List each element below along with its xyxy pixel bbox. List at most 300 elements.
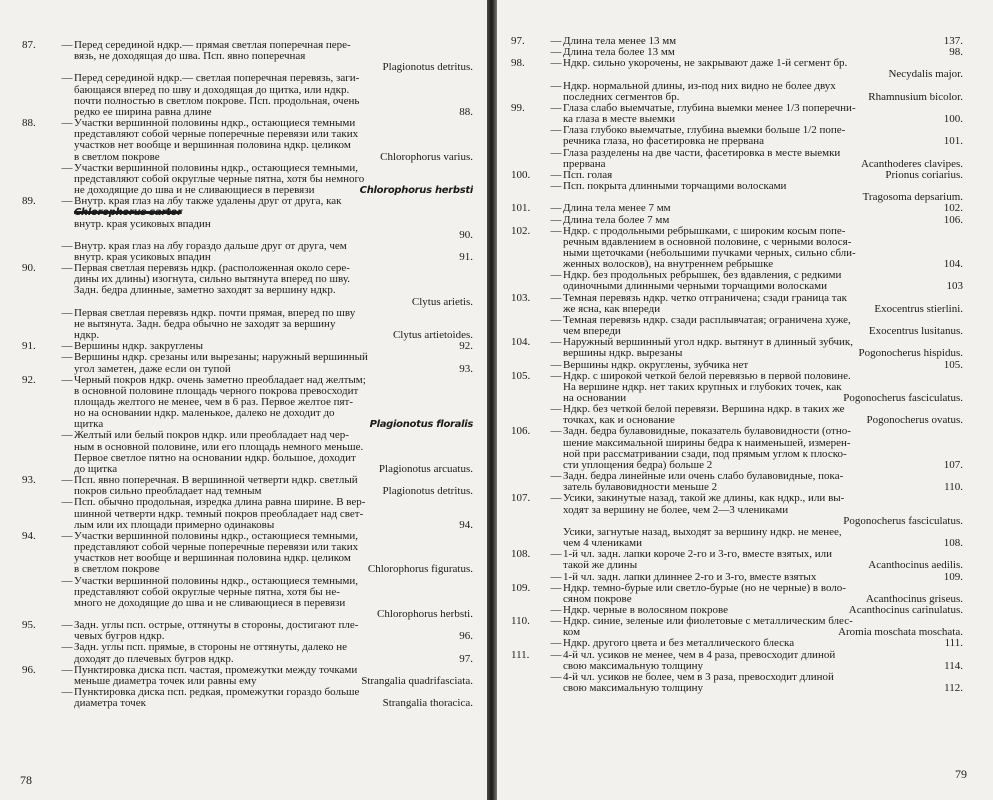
entry-final-line: [563, 170, 963, 181]
entry-text: [563, 471, 963, 493]
entry-number: [22, 430, 60, 475]
entry-final-line: [563, 360, 963, 371]
entry-line: площадь желтого не менее, чем в 6 раз. Первое желтое пят-: [74, 397, 354, 408]
entry-text: [563, 215, 963, 226]
entry-final-line: [74, 252, 473, 263]
couplet-reference: 102.: [943, 203, 963, 215]
taxon-name: Acanthocinus carinulatus.: [848, 604, 963, 616]
couplet-reference: 101.: [943, 136, 963, 148]
entry-line: меньше диаметра точек или равны ему: [74, 675, 257, 687]
entry-dash: —: [550, 492, 562, 505]
entry-number: 102.: [511, 224, 531, 237]
key-entry: [511, 125, 963, 147]
key-entry: [22, 375, 473, 431]
entry-dash: —: [550, 369, 562, 382]
entry-number: [511, 527, 549, 549]
entry-line: 4-й чл. усиков не менее, чем в 4 раза, превосходит длиной: [563, 649, 836, 661]
key-entry: [22, 620, 473, 642]
entry-number: [511, 638, 549, 649]
entry-number: 101.: [511, 202, 531, 215]
entry-line: Участки вершинной половины ндкр., остающиеся темными,: [74, 575, 358, 587]
entry-line: Глаза глубоко выемчатые, глубина выемки больше 1/2 попе-: [563, 125, 846, 137]
entry-line: Перед серединой ндкр.— прямая светлая поперечная пере-: [74, 40, 351, 51]
entry-line: 4-й чл. усиков не более, чем в 3 раза, превосходит длиной: [563, 671, 834, 683]
entry-line: чем 4 члениками: [563, 538, 642, 550]
entry-line: шение максимальной ширины бедра к наименьшей, измерен-: [563, 437, 851, 449]
entry-text: [74, 375, 473, 431]
entry-final-line: [563, 159, 963, 170]
entry-dash: —: [61, 39, 73, 51]
entry-dash: —: [61, 306, 73, 319]
entry-dash: —: [61, 619, 73, 632]
entry-text: [563, 404, 963, 426]
entry-line: но на основании ндкр. маленькое, далеко не доходит до: [74, 408, 335, 420]
entry-final-line: [563, 36, 963, 47]
entry-dash: —: [61, 474, 73, 487]
entry-number: [511, 315, 549, 337]
key-entry: [22, 241, 473, 263]
entry-dash: —: [61, 195, 73, 208]
key-entry: [22, 642, 473, 664]
entry-line: Первая светлая перевязь ндкр. (расположенная около сере-: [74, 263, 350, 275]
couplet-reference: 103: [946, 281, 963, 293]
taxon-name: Tragosoma depsarium.: [862, 192, 963, 204]
entry-text: [563, 36, 963, 47]
entry-number: [511, 672, 549, 694]
entry-text: [563, 58, 963, 80]
couplet-reference: 137.: [943, 36, 963, 47]
key-entry: [511, 36, 963, 47]
entry-final-line: [563, 281, 963, 292]
entry-text: [74, 430, 473, 475]
taxon-name: Exocentrus lusitanus.: [868, 326, 963, 338]
entry-line: ной при рассматривании сзади, под прямым углом к плоско-: [563, 448, 847, 460]
entry-dash: —: [550, 269, 562, 282]
entry-final-line: [563, 136, 963, 147]
entry-text: [74, 308, 473, 341]
entry-text: [74, 118, 473, 163]
entry-dash: —: [550, 648, 562, 661]
entry-final-line: [74, 609, 473, 620]
entry-text: [74, 665, 473, 687]
entry-line: Желтый или белый покров ндкр. или преобладает над чер-: [74, 430, 349, 442]
entry-line: до щитка: [74, 463, 118, 475]
taxon-name: Pogonocherus fasciculatus.: [843, 515, 963, 527]
entry-final-line: [563, 92, 963, 103]
entry-line: Глаза слабо выемчатые, глубина выемки менее 1/3 поперечни-: [563, 102, 856, 114]
entry-line: Участки вершинной половины ндкр., остающиеся темными: [74, 118, 356, 130]
entry-line: на основании: [563, 393, 627, 404]
taxon-name: Plagionotus detritus.: [382, 62, 473, 74]
entry-text: [563, 315, 963, 337]
key-entry: [511, 572, 963, 583]
key-entry: [511, 360, 963, 371]
entry-line: [74, 230, 455, 241]
taxon-name: Chlorophorus herbsti: [359, 185, 473, 197]
entry-line: представляют собой черные поперечные перевязи или таких: [74, 542, 359, 554]
entry-dash: —: [550, 79, 562, 92]
entry-line: Черный покров ндкр. очень заметно преобладает над желтым;: [74, 374, 366, 386]
entry-line: ходят за вершину не более, чем 2—3 члениками: [563, 504, 789, 516]
key-entry: [511, 270, 963, 292]
key-entry: [22, 196, 473, 241]
taxon-name: Acanthocinus aedilis.: [868, 560, 963, 572]
entry-number: 105.: [511, 369, 531, 382]
entry-final-line: [74, 486, 473, 497]
entry-number: 90.: [22, 262, 36, 275]
key-entry: [22, 475, 473, 497]
entry-line: [563, 192, 859, 203]
entry-text: [74, 341, 473, 352]
entry-number: [22, 576, 60, 621]
key-entry: [511, 81, 963, 103]
entry-number: [22, 73, 60, 118]
entry-text: [563, 583, 963, 605]
entry-final-line: [74, 62, 473, 73]
entry-final-line: [563, 215, 963, 226]
entry-line: Задн. углы псп. прямые, в стороны не оттянуты, далеко не: [74, 642, 348, 654]
key-entry: [511, 203, 963, 214]
entry-number: 99.: [511, 101, 525, 114]
entry-text: [563, 638, 963, 649]
couplet-reference: 97.: [459, 653, 473, 665]
entry-final-line: [74, 676, 473, 687]
entry-line: Перед серединой ндкр.— светлая поперечная перевязь, заги-: [74, 73, 360, 85]
entry-text: [563, 650, 963, 672]
entry-line: же ясна, как впереди: [563, 303, 661, 315]
entry-final-line: [74, 185, 473, 196]
key-entry: [22, 430, 473, 475]
entry-text: [563, 203, 963, 214]
entry-line: [563, 516, 839, 527]
taxon-name: Acanthocinus griseus.: [865, 593, 963, 605]
entry-dash: —: [61, 529, 73, 542]
entry-line: ными щеточками (небольшими пучками черных, сильно сбли-: [563, 247, 856, 259]
entry-text: [563, 337, 963, 359]
entry-line: участков нет вообще и вершинная половина ндкр. целиком: [74, 140, 351, 152]
taxon-name: Aromia moschata moschata.: [838, 627, 963, 639]
entry-dash: —: [61, 239, 73, 252]
entry-line: речным вдавлением в основной половине, с черными волося-: [563, 236, 852, 248]
entry-text: [74, 73, 473, 118]
entry-dash: —: [61, 262, 73, 275]
entry-dash: —: [550, 224, 562, 237]
entry-dash: —: [550, 35, 562, 47]
page-number-left: 78: [20, 773, 32, 787]
entry-text: [74, 263, 473, 308]
entry-number: [511, 215, 549, 226]
entry-number: [22, 163, 60, 196]
entry-text: [563, 148, 963, 170]
taxon-name: Pogonocherus fasciculatus.: [843, 393, 963, 404]
entry-line: речника глаза, но фасетировка не прервана: [563, 136, 765, 148]
entry-final-line: [563, 627, 963, 638]
entry-line: доходят до плечевых бугров ндкр.: [74, 653, 234, 665]
entry-number: [511, 404, 549, 426]
entry-line: Задн. бедра булавовидные, показатель булавовидности (отно-: [563, 426, 851, 438]
couplet-reference: 109.: [943, 571, 963, 583]
entry-dash: —: [550, 124, 562, 137]
entry-line: свою максимальную толщину: [563, 683, 704, 695]
entry-line: Темная перевязь ндкр. четко отграничена; сзади граница так: [563, 292, 847, 304]
entry-line: в светлом покрове: [74, 151, 160, 163]
couplet-reference: 93.: [459, 363, 473, 375]
entry-final-line: [74, 419, 473, 430]
entry-number: 97.: [511, 35, 525, 47]
left-page: [0, 0, 487, 800]
entry-text: [563, 527, 963, 549]
entry-line: Псп. покрыта длинными торчащими волосками: [563, 181, 787, 193]
entry-line: Ндкр. сильно укорочены, не закрывают даже 1-й сегмент бр.: [563, 58, 848, 70]
entry-final-line: [74, 230, 473, 241]
entry-text: [563, 672, 963, 694]
taxon-name: Plagionotus floralis: [369, 419, 473, 431]
entry-line: не вытянута. Задн. бедра обычно не заходят за вершину: [74, 318, 336, 330]
entry-dash: —: [550, 213, 562, 226]
entry-text: [74, 620, 473, 642]
entry-dash: —: [550, 425, 562, 438]
entry-line: дины их длины) изогнута, сильно вытянута вперед по шву.: [74, 274, 350, 286]
entry-text: [74, 475, 473, 497]
entry-number: [511, 81, 549, 103]
entry-number: [511, 181, 549, 203]
entry-line: ком: [563, 627, 581, 639]
key-entry: [22, 531, 473, 576]
couplet-reference: 88.: [459, 106, 473, 118]
entry-line: [74, 62, 379, 73]
book-gutter: [487, 0, 497, 800]
entry-final-line: [563, 605, 963, 616]
entry-line: прервана: [563, 158, 606, 170]
key-entry: [511, 103, 963, 125]
entry-line: Вершины ндкр. срезаны или вырезаны; наружный вершинный: [74, 352, 368, 364]
entry-text: [74, 196, 473, 241]
entry-number: 111.: [511, 648, 530, 661]
entry-line: представляют собой округлые черные пятна, хотя бы не-: [74, 586, 340, 598]
entry-dash: —: [550, 168, 562, 181]
entry-dash: —: [61, 351, 73, 364]
entry-line: [74, 609, 373, 620]
entry-line: Внутр. края глаз на лбу также удалены друг от друга, как: [74, 196, 342, 208]
entry-text: [74, 642, 473, 664]
key-entry: [511, 404, 963, 426]
entry-line: Темная перевязь ндкр. сзади расплывчатая; ограничена хуже,: [563, 314, 851, 326]
entry-text: [563, 103, 963, 125]
entry-dash: —: [550, 603, 562, 616]
entry-line: Ндкр. синие, зеленые или фиолетовые с металлическим блес-: [563, 616, 853, 628]
entry-number: 88.: [22, 117, 36, 130]
entry-line: Участки вершинной половины ндкр., остающиеся темными,: [74, 162, 358, 174]
entry-final-line: [563, 572, 963, 583]
entry-dash: —: [61, 574, 73, 587]
entry-line: Вершины ндкр. закруглены: [74, 341, 203, 353]
entry-text: [563, 360, 963, 371]
entry-final-line: [74, 520, 473, 531]
entry-number: [22, 687, 60, 709]
entry-line: представляют собой округлые черные пятна, хотя бы немного: [74, 173, 365, 185]
entry-final-line: [74, 564, 473, 575]
entry-dash: —: [61, 641, 73, 654]
entry-line: чевых бугров ндкр.: [74, 631, 165, 643]
key-entry: [511, 616, 963, 638]
entry-text: [563, 293, 963, 315]
entry-dash: —: [550, 470, 562, 483]
entry-line: Усики, загнутые назад, выходят за вершину ндкр. не менее,: [563, 526, 842, 538]
key-entries-right: [511, 36, 963, 694]
couplet-reference: 114.: [944, 660, 963, 672]
entry-line: ным в основной половине, или его площадь немного меньше.: [74, 441, 364, 453]
entry-number: 95.: [22, 619, 36, 632]
entry-line: внутр. края усиковых впадин: [74, 251, 211, 263]
entry-number: 100.: [511, 168, 531, 181]
entry-line: шинной четверти ндкр. темный покров преобладает над свет-: [74, 508, 364, 520]
entry-number: 93.: [22, 474, 36, 487]
taxon-name: Plagionotus arcuatus.: [378, 463, 473, 475]
entry-final-line: [74, 297, 473, 308]
entry-number: [22, 308, 60, 341]
couplet-reference: 111.: [944, 638, 963, 650]
entry-dash: —: [61, 686, 73, 699]
entry-line: в основной половине площадь черного покрова превосходит: [74, 385, 359, 397]
entry-dash: —: [550, 581, 562, 594]
entry-line: не доходящие до шва и не сливающиеся в перевязи: [74, 185, 315, 197]
entry-line: [563, 69, 884, 80]
entry-text: [563, 181, 963, 203]
entry-line: Ндкр. другого цвета и без металлического блеска: [563, 638, 795, 650]
entry-line: Задн. бедра линейные или очень слабо булавовидные, пока-: [563, 471, 844, 483]
entry-line: одиночными длинными черными торчащими волосками: [563, 281, 827, 293]
entry-line: в светлом покрове: [74, 564, 160, 576]
entry-dash: —: [550, 313, 562, 326]
entry-text: [74, 497, 473, 530]
entry-line: Пунктировка диска псп. частая, промежутки между точками: [74, 664, 358, 676]
entry-line: Ндкр. нормальной длины, из-под них видно не более двух: [563, 80, 836, 92]
taxon-name: Necydalis major.: [888, 69, 963, 81]
entry-final-line: [563, 661, 963, 672]
entry-number: 87.: [22, 39, 36, 51]
entry-dash: —: [550, 180, 562, 193]
key-entry: [511, 549, 963, 571]
entry-line: точках, как и основание: [563, 415, 675, 427]
couplet-reference: 110.: [944, 482, 963, 494]
couplet-reference: 112.: [944, 683, 963, 695]
entry-final-line: [563, 393, 963, 404]
entry-line: Усики, закинутые назад, такой же длины, как ндкр., или вы-: [563, 493, 845, 505]
entry-final-line: [563, 516, 963, 527]
entry-line: угол заметен, даже если он тупой: [74, 363, 231, 375]
entry-line: Глаза разделены на две части, фасетировка в месте выемки: [563, 147, 841, 159]
entry-final-line: [563, 460, 963, 471]
entry-line: покров сильно преобладает над темным: [74, 486, 262, 498]
entry-text: [563, 371, 963, 404]
entry-line: Ндкр. без продольных ребрышек, без вдавления, с редкими: [563, 270, 842, 282]
taxon-name: Pogonocherus hispidus.: [858, 348, 963, 360]
key-entry: [511, 337, 963, 359]
taxon-name: Exocentrus stierlini.: [874, 303, 963, 315]
entry-final-line: [563, 415, 963, 426]
entry-final-line: [563, 47, 963, 58]
entry-dash: —: [550, 291, 562, 304]
entry-dash: —: [550, 57, 562, 70]
entry-dash: —: [550, 548, 562, 561]
key-entry: [511, 650, 963, 672]
entry-dash: [549, 527, 563, 549]
entry-final-line: [563, 304, 963, 315]
entry-final-line: [74, 364, 473, 375]
entry-text: [563, 170, 963, 181]
entry-final-line: [74, 152, 473, 163]
taxon-name: Rhamnusium bicolor.: [868, 91, 963, 103]
entry-number: 94.: [22, 529, 36, 542]
taxon-name: Strangalia quadrifasciata.: [361, 675, 473, 687]
entry-number: 108.: [511, 548, 531, 561]
key-entry: [511, 293, 963, 315]
handwritten-struck-line: Chlorophorus sartor: [74, 207, 182, 219]
couplet-reference: 108.: [943, 538, 963, 550]
taxon-name: Plagionotus detritus.: [382, 486, 473, 498]
entry-text: [563, 572, 963, 583]
entry-final-line: [563, 538, 963, 549]
entry-line: Псп. голая: [563, 169, 613, 181]
entry-line: вязь, не доходящая до шва. Псп. явно поперечная: [74, 51, 306, 63]
taxon-name: Chlorophorus herbsti.: [377, 608, 473, 620]
entry-text: [74, 531, 473, 576]
entry-line: такой же длины: [563, 560, 638, 572]
entry-number: 98.: [511, 57, 525, 70]
entry-line: представляют собой черные поперечные перевязи или таких: [74, 129, 359, 141]
entry-text: [74, 352, 473, 374]
couplet-reference: 98.: [949, 47, 963, 59]
key-entry: [22, 118, 473, 163]
entry-text: [563, 605, 963, 616]
entry-text: [74, 40, 473, 73]
entry-text: [74, 687, 473, 709]
entry-final-line: [74, 330, 473, 341]
key-entry: [511, 527, 963, 549]
entry-dash: —: [550, 336, 562, 349]
entry-final-line: [74, 654, 473, 665]
entry-text: [563, 616, 963, 638]
couplet-reference: 106.: [943, 214, 963, 226]
entry-number: [511, 148, 549, 170]
couplet-reference: 105.: [943, 359, 963, 371]
key-entry: [511, 181, 963, 203]
right-page: [497, 0, 993, 800]
entry-number: 110.: [511, 615, 530, 628]
entry-text: [563, 493, 963, 526]
entry-line: внутр. края усиковых впадин: [74, 218, 211, 230]
entry-dash: —: [61, 373, 73, 386]
entry-number: 96.: [22, 663, 36, 676]
taxon-name: Strangalia thoracica.: [382, 698, 473, 710]
entry-final-line: [563, 203, 963, 214]
entry-line: Длина тела более 13 мм: [563, 47, 675, 59]
entry-number: [511, 360, 549, 371]
entry-final-line: [563, 192, 963, 203]
entry-line: свою максимальную толщину: [563, 660, 704, 672]
entry-dash: —: [550, 101, 562, 114]
entry-dash: —: [550, 615, 562, 628]
entry-text: [563, 47, 963, 58]
entry-text: [563, 125, 963, 147]
entry-text: [74, 163, 473, 196]
key-entry: [511, 605, 963, 616]
taxon-name: Chlorophorus varius.: [380, 151, 473, 163]
entry-line: ндкр.: [74, 330, 100, 342]
entry-final-line: [563, 348, 963, 359]
entry-final-line: [563, 326, 963, 337]
key-entry: [511, 471, 963, 493]
